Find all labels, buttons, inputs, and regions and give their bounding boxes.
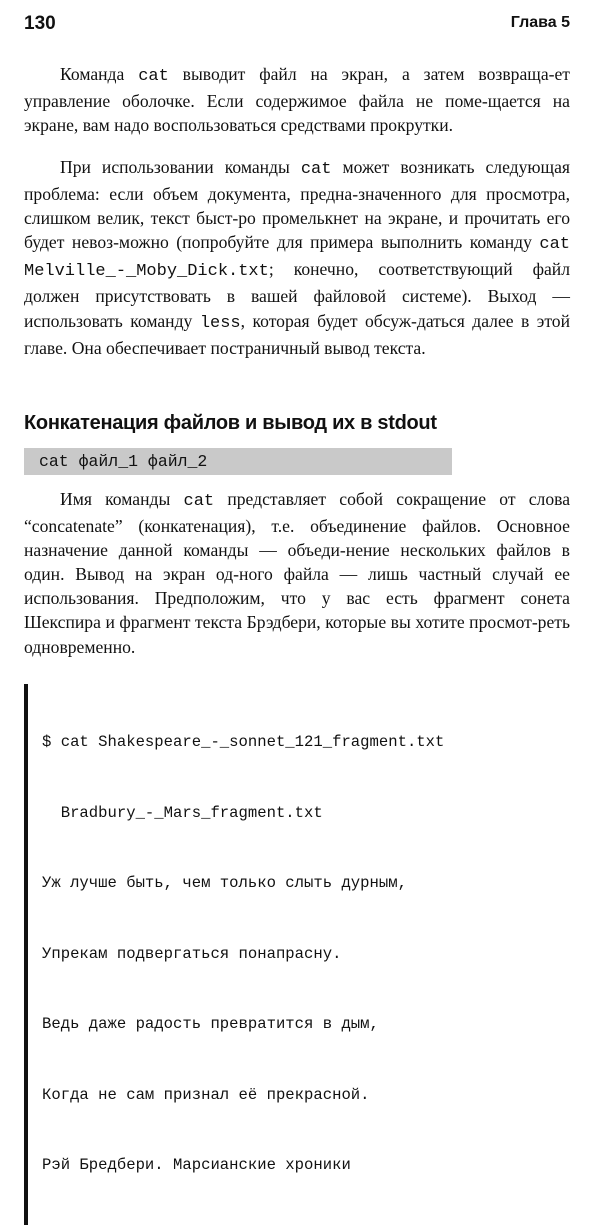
paragraph-intro xyxy=(24,62,570,137)
page-number: 130 xyxy=(24,13,56,34)
text: представляет собой сокращение от слова “concatenate” (конкатенация), т.е. объединение файлов. Основное назначение данной команды — объеди-нение нескольких файлов в один. Вывод на экран од-ного файла — лишь частный случай ее использования. Предположим, что у вас есть фрагмент сонета Шекспира и фрагмент текста Брэдбери, которые вы хотите просмот-реть одновременно. xyxy=(24,489,571,657)
inline-code: cat Melville_-_Moby_Dick.txt xyxy=(24,235,570,282)
code-line: Bradbury_-_Mars_fragment.txt xyxy=(42,803,323,822)
code-line: $ cat Shakespeare_-_sonnet_121_fragment.txt xyxy=(42,733,445,751)
inline-code: cat xyxy=(183,492,215,511)
command-syntax-box: cat файл_1 файл_2 xyxy=(24,448,452,475)
text: Имя команды xyxy=(60,489,184,509)
code-line: Ведь даже радость превратится в дым, xyxy=(42,1015,379,1033)
code-line: Уж лучше быть, чем только слыть дурным, xyxy=(42,874,407,892)
text: выводит файл на экран, а затем возвраща-ет управление оболочке. Если содержимое файла не поме-щается на экране, вам надо воспользоваться средствами прокрутки. xyxy=(24,64,570,136)
section-heading: Конкатенация файлов и вывод их в stdout xyxy=(24,412,437,434)
inline-code: less xyxy=(199,313,241,333)
code-line: Упрекам подвергаться понапрасну. xyxy=(42,944,342,963)
text: , которая будет обсуж-даться далее в этой главе. Она обеспечивает постраничный вывод текста. xyxy=(24,310,570,358)
inline-code: cat xyxy=(300,160,332,179)
text: ; конечно, соответствующий файл должен присутствовать в вашей файловой системе). Выход — использовать команду xyxy=(24,259,570,331)
terminal-code-block xyxy=(24,684,444,1225)
chapter-title: Глава 5 xyxy=(510,14,570,31)
paragraph-concatenate xyxy=(24,487,570,659)
code-line: Рэй Бредбери. Марсианские хроники xyxy=(42,1156,351,1174)
code-line: Когда не сам признал её прекрасной. xyxy=(42,1085,370,1104)
page-header xyxy=(24,13,570,37)
text: может возникать следующая проблема: если объем документа, предна-значенного для просмотра, слишком велик, текст быст-ро промелькнет на экране, и прочитать его будет невоз-можно (попробуйте для примера выполнить команду xyxy=(24,157,570,253)
inline-code: cat xyxy=(138,67,169,86)
paragraph-problem xyxy=(24,155,570,360)
text: Команда xyxy=(60,64,139,84)
text: При использовании команды xyxy=(60,157,301,177)
